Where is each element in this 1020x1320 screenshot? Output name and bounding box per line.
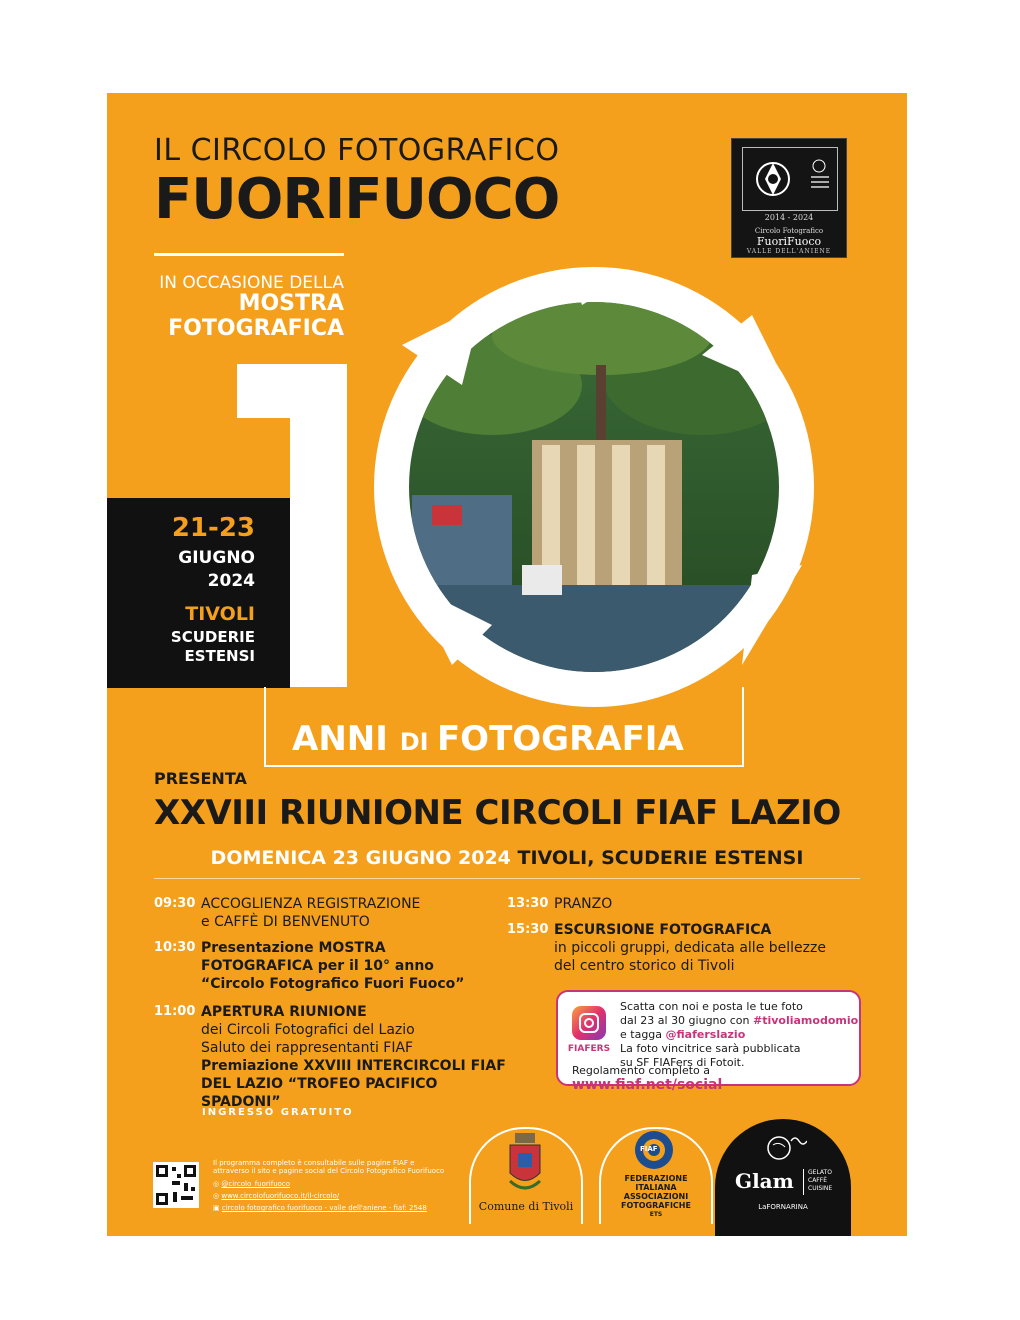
anni-di-word: DI <box>399 728 437 756</box>
social-line: e tagga <box>620 1028 666 1041</box>
schedule-line: Presentazione MOSTRA <box>201 940 386 956</box>
social-line: La foto vincitrice sarà pubblicata <box>620 1042 801 1055</box>
social-url-link[interactable]: www.fiaf.net/social <box>572 1077 723 1093</box>
numeral-zero-photo <box>372 265 817 710</box>
event-date-place <box>107 847 907 869</box>
schedule-line: APERTURA RIUNIONE <box>201 1004 367 1020</box>
header-divider <box>154 253 344 256</box>
fiaf-line: ITALIANA <box>635 1183 677 1192</box>
anni-word: ANNI <box>292 719 400 759</box>
schedule-line: DEL LAZIO “TROFEO PACIFICO SPADONI” <box>201 1076 438 1110</box>
logo-name: FuoriFuoco <box>756 235 822 248</box>
event-place: TIVOLI, SCUDERIE ESTENSI <box>510 847 804 869</box>
aperture-icon <box>743 148 837 210</box>
occasion-title <box>154 291 344 341</box>
event-divider <box>154 878 860 879</box>
glam-side-line: CAFFÈ <box>808 1177 827 1184</box>
footer-website[interactable] <box>213 1192 339 1200</box>
website-link: www.circolofuorifuoco.it/il-circolo/ <box>221 1192 340 1200</box>
footer-note-line: Il programma completo è consultabile sulle pagine FIAF e <box>213 1159 415 1167</box>
footer-note <box>213 1159 453 1175</box>
social-tag: @fiaferslazio <box>665 1028 746 1041</box>
date-year: 2024 <box>207 571 255 591</box>
schedule-time: 10:30 <box>154 940 196 955</box>
event-date: DOMENICA 23 GIUGNO 2024 <box>210 847 511 869</box>
social-line: Scatta con noi e posta le tue foto <box>620 1000 803 1013</box>
social-line: Regolamento completo a <box>572 1064 710 1077</box>
logo-frame <box>742 147 838 211</box>
schedule-line: dei Circoli Fotografici del Lazio <box>201 1022 415 1038</box>
social-line: su SF FIAFers di Fotoit. <box>620 1056 745 1069</box>
footer-instagram[interactable] <box>213 1180 290 1188</box>
schedule-line: “Circolo Fotografico Fuori Fuoco” <box>201 976 465 992</box>
occasion-line: IN OCCASIONE DELLA <box>159 273 344 293</box>
date-venue <box>107 628 255 666</box>
poster-subtitle: IL CIRCOLO FOTOGRAFICO <box>154 133 560 168</box>
occasion-line-mostra: MOSTRA <box>238 291 344 316</box>
fiaf-label <box>599 1174 713 1219</box>
globe-icon: ◎ <box>213 1192 222 1200</box>
schedule-line: Premiazione XXVIII INTERCIRCOLI FIAF <box>201 1058 506 1074</box>
venue-line-1: SCUDERIE <box>170 628 255 646</box>
anni-fotografia-word: FOTOGRAFIA <box>436 719 684 759</box>
presenta-label: PRESENTA <box>154 769 247 788</box>
glam-side <box>808 1169 832 1193</box>
tivoli-coat-of-arms-icon <box>505 1133 545 1198</box>
social-hashtag: #tivoliamodomio <box>753 1014 859 1027</box>
schedule-time: 13:30 <box>507 896 549 911</box>
fiaf-logo-text: FIAF <box>640 1145 658 1153</box>
logo-name-small: Circolo Fotografico <box>754 227 824 235</box>
fiaf-line: ASSOCIAZIONI <box>623 1192 689 1201</box>
fiaf-ets: ETS <box>649 1211 663 1218</box>
qr-code[interactable] <box>153 1162 199 1208</box>
poster <box>107 93 907 1236</box>
facebook-icon: ▣ <box>213 1204 222 1212</box>
glam-side-line: CUISINE <box>808 1185 833 1192</box>
instagram-icon: ◎ <box>213 1180 222 1188</box>
venue-line-2: ESTENSI <box>184 647 255 665</box>
date-month: GIUGNO <box>178 548 255 568</box>
social-regulation <box>572 1064 859 1093</box>
social-line: dal 23 al 30 giugno con <box>620 1014 753 1027</box>
schedule-line: ACCOGLIENZA REGISTRAZIONE <box>201 896 421 912</box>
fiaf-line: FEDERAZIONE <box>624 1174 688 1183</box>
facebook-page: circolo fotografico fuorifuoco - valle dell'aniene - fiaf: 2548 <box>221 1204 427 1212</box>
instagram-icon <box>572 1006 606 1040</box>
footer-facebook[interactable] <box>213 1204 427 1212</box>
date-city: TIVOLI <box>185 603 255 625</box>
schedule-line: ESCURSIONE FOTOGRAFICA <box>554 922 772 938</box>
fuorifuoco-logo <box>731 138 847 258</box>
schedule-line: PRANZO <box>554 896 613 912</box>
anni-heading <box>292 719 684 759</box>
schedule-line: del centro storico di Tivoli <box>554 958 735 974</box>
footer-note-line: attraverso il sito e pagine social del Circolo Fotografico Fuorifuoco <box>213 1167 445 1175</box>
schedule-line: in piccoli gruppi, dedicata alle bellezze <box>554 940 826 956</box>
poster-title: FUORIFUOCO <box>154 167 560 232</box>
schedule-time: 11:00 <box>154 1004 196 1019</box>
fiafers-label: FIAFERS <box>567 1044 611 1054</box>
schedule-line: Saluto dei rappresentanti FIAF <box>201 1040 414 1056</box>
event-title: XXVIII RIUNIONE CIRCOLI FIAF LAZIO <box>154 793 841 833</box>
social-contest-box <box>556 990 861 1093</box>
coffee-globe-icon <box>763 1133 807 1163</box>
schedule-time: 09:30 <box>154 896 196 911</box>
schedule-line: e CAFFÈ DI BENVENUTO <box>201 914 370 930</box>
instagram-handle: @circolo_fuorifuoco <box>221 1180 291 1188</box>
free-entry-label: INGRESSO GRATUITO <box>202 1107 354 1118</box>
social-text <box>620 1000 858 1070</box>
glam-brand: Glam <box>735 1169 794 1193</box>
logo-years: 2014 - 2024 <box>764 213 814 222</box>
comune-label: Comune di Tivoli <box>478 1200 574 1213</box>
logo-place: VALLE DELL'ANIENE <box>746 248 832 255</box>
fiaf-line: FOTOGRAFICHE <box>621 1201 691 1210</box>
occasion-line-fotografica: FOTOGRAFICA <box>168 316 344 341</box>
schedule-line: FOTOGRAFICA per il 10° anno <box>201 958 434 974</box>
glam-divider <box>803 1169 804 1195</box>
glam-logo <box>715 1119 851 1236</box>
glam-sub: LaFORNARINA <box>758 1203 808 1211</box>
date-range: 21-23 <box>171 513 255 543</box>
glam-side-line: GELATO <box>808 1169 832 1176</box>
numeral-one-stem <box>290 364 347 687</box>
schedule-time: 15:30 <box>507 922 549 937</box>
